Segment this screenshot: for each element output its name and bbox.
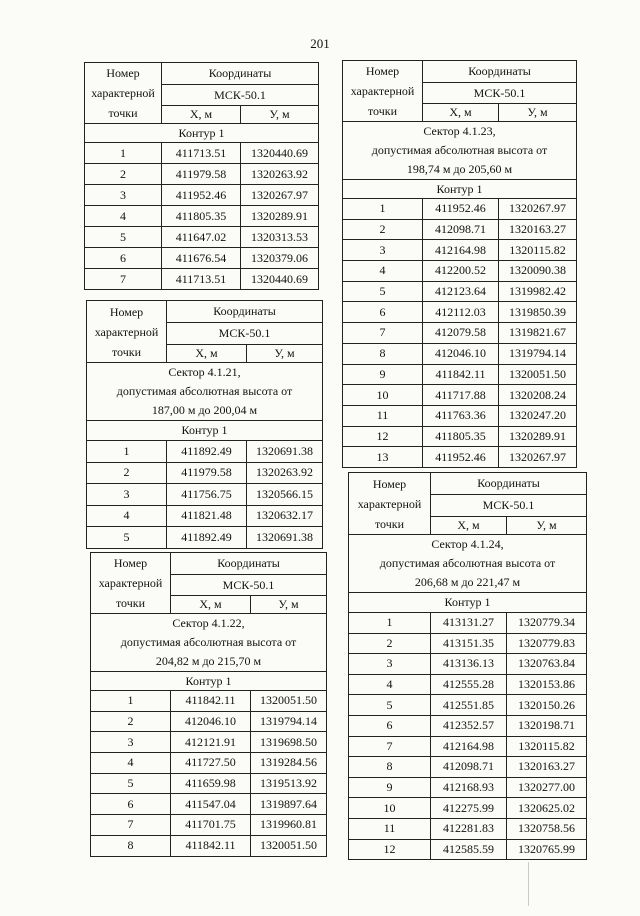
y-coordinate-cell: 1320051.50 <box>499 364 577 385</box>
header-row <box>349 473 587 495</box>
y-coordinate-cell: 1320090.38 <box>499 261 577 282</box>
x-coordinate-cell: 412275.99 <box>431 798 507 819</box>
contour-row <box>85 124 319 143</box>
coordinates-header: Координаты <box>167 301 323 323</box>
table-row <box>85 206 319 227</box>
coordinate-system-header: МСК-50.1 <box>431 495 587 517</box>
table-row <box>349 674 587 695</box>
y-coordinate-cell: 1320691.38 <box>247 441 323 463</box>
point-number-cell: 6 <box>349 715 431 736</box>
x-column-header: Х, м <box>171 596 251 614</box>
y-coordinate-cell: 1320625.02 <box>507 798 587 819</box>
contour-row <box>87 421 323 441</box>
x-coordinate-cell: 411805.35 <box>423 426 499 447</box>
x-coordinate-cell: 411892.49 <box>167 441 247 463</box>
y-coordinate-cell: 1320763.84 <box>507 654 587 675</box>
y-coordinate-cell: 1320779.34 <box>507 613 587 634</box>
y-coordinate-cell: 1319794.14 <box>499 343 577 364</box>
table-row <box>91 835 327 856</box>
point-header-text: точки <box>108 106 138 120</box>
coordinates-table <box>90 552 327 857</box>
y-coordinate-cell: 1320765.99 <box>507 839 587 860</box>
y-column-header: У, м <box>507 517 587 535</box>
y-coordinate-cell: 1320051.50 <box>251 691 327 712</box>
x-coordinate-cell: 412281.83 <box>431 818 507 839</box>
point-number-cell: 1 <box>85 143 162 164</box>
table-row <box>85 227 319 248</box>
point-header-text: точки <box>374 516 405 531</box>
table-row <box>91 711 327 732</box>
table-row <box>343 364 577 385</box>
y-coordinate-cell: 1320758.56 <box>507 818 587 839</box>
y-coordinate-cell: 1319794.14 <box>251 711 327 732</box>
point-number-header <box>349 473 431 535</box>
x-coordinate-cell: 412168.93 <box>431 777 507 798</box>
y-coordinate-cell: 1320779.83 <box>507 633 587 654</box>
y-coordinate-cell: 1319284.56 <box>251 753 327 774</box>
x-coordinate-cell: 412200.52 <box>423 261 499 282</box>
point-number-cell: 10 <box>343 385 423 406</box>
scan-crease-mark <box>528 862 529 906</box>
y-coordinate-cell: 1320440.69 <box>241 269 319 290</box>
x-coordinate-cell: 413131.27 <box>431 613 507 634</box>
x-coordinate-cell: 411842.11 <box>423 364 499 385</box>
x-coordinate-cell: 412098.71 <box>431 757 507 778</box>
y-column-header: У, м <box>241 106 319 124</box>
point-number-cell: 11 <box>349 818 431 839</box>
x-coordinate-cell: 412112.03 <box>423 302 499 323</box>
table-row <box>85 164 319 185</box>
point-header-text: Номер <box>109 304 144 319</box>
sector-row <box>91 614 327 672</box>
table-row <box>349 818 587 839</box>
y-coordinate-cell: 1320267.97 <box>241 185 319 206</box>
table-row <box>91 815 327 836</box>
y-coordinate-cell: 1320115.82 <box>499 240 577 261</box>
point-number-cell: 3 <box>85 185 162 206</box>
point-number-cell: 13 <box>343 447 423 468</box>
point-header-text: характерной <box>357 496 422 511</box>
point-number-cell: 4 <box>85 206 162 227</box>
sector-line: Сектор 4.1.23, <box>423 124 496 138</box>
point-number-cell: 9 <box>343 364 423 385</box>
table-row <box>343 240 577 261</box>
sector-line: 187,00 м до 200,04 м <box>151 403 258 417</box>
y-coordinate-cell: 1319513.92 <box>251 773 327 794</box>
contour-label: Контур 1 <box>91 672 327 691</box>
table-row <box>87 441 323 463</box>
x-coordinate-cell: 411892.49 <box>167 527 247 549</box>
x-coordinate-cell: 411979.58 <box>162 164 241 185</box>
sector-line: 206,68 м до 221,47 м <box>414 575 521 589</box>
y-coordinate-cell: 1320267.97 <box>499 199 577 220</box>
point-number-cell: 1 <box>91 691 171 712</box>
y-coordinate-cell: 1320163.27 <box>499 219 577 240</box>
coordinate-system-header: МСК-50.1 <box>162 84 319 106</box>
y-coordinate-cell: 1320267.97 <box>499 447 577 468</box>
point-header-text: Номер <box>113 556 148 570</box>
point-number-cell: 4 <box>91 753 171 774</box>
header-row <box>87 301 323 323</box>
table-row <box>349 715 587 736</box>
coordinate-system-header: МСК-50.1 <box>423 82 577 104</box>
x-coordinate-cell: 412123.64 <box>423 281 499 302</box>
y-coordinate-cell: 1320566.15 <box>247 484 323 506</box>
x-coordinate-cell: 412551.85 <box>431 695 507 716</box>
x-coordinate-cell: 413136.13 <box>431 654 507 675</box>
y-coordinate-cell: 1320208.24 <box>499 385 577 406</box>
point-header-text: характерной <box>350 84 415 98</box>
point-number-cell: 6 <box>85 248 162 269</box>
y-coordinate-cell: 1320691.38 <box>247 527 323 549</box>
point-header-text: Номер <box>365 64 400 78</box>
table-row <box>349 695 587 716</box>
coordinate-system-header: МСК-50.1 <box>171 574 327 596</box>
y-coordinate-cell: 1320051.50 <box>251 835 327 856</box>
x-coordinate-cell: 411717.88 <box>423 385 499 406</box>
y-coordinate-cell: 1319698.50 <box>251 732 327 753</box>
x-coordinate-cell: 411763.36 <box>423 405 499 426</box>
table-row <box>343 323 577 344</box>
table-row <box>87 462 323 484</box>
y-coordinate-cell: 1320277.00 <box>507 777 587 798</box>
y-coordinate-cell: 1319982.42 <box>499 281 577 302</box>
point-number-cell: 3 <box>87 484 167 506</box>
point-header-text: Номер <box>106 66 140 80</box>
point-header-text: точки <box>115 596 146 610</box>
contour-label: Контур 1 <box>349 593 587 613</box>
sector-row <box>343 122 577 180</box>
point-number-cell: 8 <box>91 835 171 856</box>
sector-description <box>343 122 577 180</box>
table-row <box>87 484 323 506</box>
coordinates-table <box>84 62 319 290</box>
sector-line: 204,82 м до 215,70 м <box>155 654 262 668</box>
point-number-cell: 2 <box>85 164 162 185</box>
table-row <box>349 798 587 819</box>
point-number-cell: 2 <box>91 711 171 732</box>
table-row <box>349 736 587 757</box>
table-row <box>343 343 577 364</box>
table-row <box>343 405 577 426</box>
table-row <box>349 777 587 798</box>
point-number-cell: 4 <box>87 505 167 527</box>
x-coordinate-cell: 412046.10 <box>171 711 251 732</box>
table-row <box>343 281 577 302</box>
table-row <box>343 302 577 323</box>
x-coordinate-cell: 411756.75 <box>167 484 247 506</box>
contour-row <box>349 593 587 613</box>
table-row <box>343 199 577 220</box>
y-coordinate-cell: 1320313.53 <box>241 227 319 248</box>
x-coordinate-cell: 411676.54 <box>162 248 241 269</box>
sector-description <box>87 363 323 421</box>
table-row <box>91 753 327 774</box>
table-row <box>91 732 327 753</box>
table-row <box>87 505 323 527</box>
sector-line: допустимая абсолютная высота от <box>379 556 556 570</box>
point-number-cell: 3 <box>349 654 431 675</box>
point-number-cell: 1 <box>349 613 431 634</box>
point-number-cell: 7 <box>349 736 431 757</box>
point-number-header <box>87 301 167 363</box>
x-coordinate-cell: 411952.46 <box>162 185 241 206</box>
table-row <box>343 261 577 282</box>
x-coordinate-cell: 411713.51 <box>162 269 241 290</box>
y-coordinate-cell: 1320198.71 <box>507 715 587 736</box>
header-row <box>343 61 577 83</box>
table-row <box>87 527 323 549</box>
x-coordinate-cell: 411805.35 <box>162 206 241 227</box>
point-number-header <box>91 553 171 614</box>
point-number-cell: 8 <box>343 343 423 364</box>
sector-row <box>349 535 587 593</box>
coordinates-table <box>348 472 587 860</box>
x-coordinate-cell: 411821.48 <box>167 505 247 527</box>
sector-description <box>91 614 327 672</box>
table-row <box>349 839 587 860</box>
point-number-cell: 5 <box>91 773 171 794</box>
y-coordinate-cell: 1320115.82 <box>507 736 587 757</box>
table-row <box>91 794 327 815</box>
point-number-cell: 5 <box>85 227 162 248</box>
y-coordinate-cell: 1320150.26 <box>507 695 587 716</box>
x-coordinate-cell: 411727.50 <box>171 753 251 774</box>
table-row <box>91 773 327 794</box>
y-column-header: У, м <box>251 596 327 614</box>
sector-description <box>349 535 587 593</box>
table-row <box>343 385 577 406</box>
y-coordinate-cell: 1320263.92 <box>247 462 323 484</box>
point-number-cell: 5 <box>343 281 423 302</box>
x-column-header: Х, м <box>423 104 499 122</box>
point-number-cell: 6 <box>91 794 171 815</box>
point-header-text: характерной <box>94 324 159 339</box>
x-coordinate-cell: 412121.91 <box>171 732 251 753</box>
point-number-cell: 8 <box>349 757 431 778</box>
sector-line: допустимая абсолютная высота от <box>371 143 548 157</box>
point-number-cell: 9 <box>349 777 431 798</box>
point-number-cell: 7 <box>91 815 171 836</box>
table-row <box>343 447 577 468</box>
y-coordinate-cell: 1320289.91 <box>241 206 319 227</box>
coordinates-header: Координаты <box>423 61 577 83</box>
sector-line: 198,74 м до 205,60 м <box>406 162 513 176</box>
contour-label: Контур 1 <box>85 124 319 143</box>
y-coordinate-cell: 1320440.69 <box>241 143 319 164</box>
point-number-cell: 1 <box>87 441 167 463</box>
x-column-header: Х, м <box>167 345 247 363</box>
x-coordinate-cell: 411842.11 <box>171 835 251 856</box>
sector-line: Сектор 4.1.21, <box>168 365 241 379</box>
point-number-cell: 11 <box>343 405 423 426</box>
point-header-text: точки <box>111 344 142 359</box>
y-coordinate-cell: 1320163.27 <box>507 757 587 778</box>
table-row <box>85 185 319 206</box>
y-coordinate-cell: 1320247.20 <box>499 405 577 426</box>
table-row <box>91 691 327 712</box>
header-row <box>85 63 319 85</box>
coordinates-header: Координаты <box>431 473 587 495</box>
table-row <box>343 219 577 240</box>
y-coordinate-cell: 1319960.81 <box>251 815 327 836</box>
point-header-text: характерной <box>98 576 163 590</box>
point-number-cell: 7 <box>343 323 423 344</box>
y-coordinate-cell: 1320379.06 <box>241 248 319 269</box>
point-number-cell: 1 <box>343 199 423 220</box>
table-row <box>85 269 319 290</box>
point-number-cell: 7 <box>85 269 162 290</box>
header-row <box>91 553 327 575</box>
coordinate-system-header: МСК-50.1 <box>167 323 323 345</box>
table-row <box>343 426 577 447</box>
x-column-header: Х, м <box>431 517 507 535</box>
x-coordinate-cell: 413151.35 <box>431 633 507 654</box>
x-coordinate-cell: 411701.75 <box>171 815 251 836</box>
point-number-cell: 3 <box>343 240 423 261</box>
y-column-header: У, м <box>499 104 577 122</box>
sector-line: допустимая абсолютная высота от <box>116 384 293 398</box>
point-number-cell: 2 <box>349 633 431 654</box>
x-coordinate-cell: 412585.59 <box>431 839 507 860</box>
x-coordinate-cell: 412164.98 <box>423 240 499 261</box>
point-number-cell: 6 <box>343 302 423 323</box>
coordinates-table <box>86 300 323 549</box>
coordinates-table <box>342 60 577 468</box>
contour-row <box>343 180 577 199</box>
x-coordinate-cell: 411659.98 <box>171 773 251 794</box>
point-number-cell: 4 <box>349 674 431 695</box>
point-number-cell: 2 <box>343 219 423 240</box>
page-number: 201 <box>310 36 330 51</box>
sector-row <box>87 363 323 421</box>
x-column-header: Х, м <box>162 106 241 124</box>
x-coordinate-cell: 411979.58 <box>167 462 247 484</box>
y-coordinate-cell: 1319821.67 <box>499 323 577 344</box>
y-coordinate-cell: 1320632.17 <box>247 505 323 527</box>
x-coordinate-cell: 412079.58 <box>423 323 499 344</box>
point-number-header <box>85 63 162 124</box>
x-coordinate-cell: 411713.51 <box>162 143 241 164</box>
x-coordinate-cell: 411547.04 <box>171 794 251 815</box>
sector-line: Сектор 4.1.22, <box>172 616 245 630</box>
table-row <box>349 633 587 654</box>
x-coordinate-cell: 412352.57 <box>431 715 507 736</box>
point-number-cell: 5 <box>349 695 431 716</box>
y-column-header: У, м <box>247 345 323 363</box>
x-coordinate-cell: 412555.28 <box>431 674 507 695</box>
table-row <box>349 654 587 675</box>
point-number-cell: 12 <box>343 426 423 447</box>
point-number-cell: 3 <box>91 732 171 753</box>
table-row <box>85 248 319 269</box>
x-coordinate-cell: 411952.46 <box>423 447 499 468</box>
coordinates-header: Координаты <box>171 553 327 575</box>
x-coordinate-cell: 412098.71 <box>423 219 499 240</box>
contour-label: Контур 1 <box>343 180 577 199</box>
point-number-cell: 4 <box>343 261 423 282</box>
point-header-text: точки <box>367 104 398 118</box>
coordinates-header: Координаты <box>162 63 319 85</box>
point-number-cell: 2 <box>87 462 167 484</box>
y-coordinate-cell: 1320263.92 <box>241 164 319 185</box>
table-row <box>349 613 587 634</box>
table-row <box>85 143 319 164</box>
y-coordinate-cell: 1320153.86 <box>507 674 587 695</box>
point-number-cell: 12 <box>349 839 431 860</box>
contour-label: Контур 1 <box>87 421 323 441</box>
sector-line: Сектор 4.1.24, <box>431 537 504 551</box>
table-row <box>349 757 587 778</box>
x-coordinate-cell: 411647.02 <box>162 227 241 248</box>
point-number-cell: 5 <box>87 527 167 549</box>
y-coordinate-cell: 1319897.64 <box>251 794 327 815</box>
point-number-header <box>343 61 423 122</box>
x-coordinate-cell: 411842.11 <box>171 691 251 712</box>
point-number-cell: 10 <box>349 798 431 819</box>
sector-line: допустимая абсолютная высота от <box>120 635 297 649</box>
x-coordinate-cell: 412164.98 <box>431 736 507 757</box>
x-coordinate-cell: 411952.46 <box>423 199 499 220</box>
x-coordinate-cell: 412046.10 <box>423 343 499 364</box>
y-coordinate-cell: 1320289.91 <box>499 426 577 447</box>
point-header-text: Номер <box>372 476 407 491</box>
contour-row <box>91 672 327 691</box>
y-coordinate-cell: 1319850.39 <box>499 302 577 323</box>
point-header-text: характерной <box>91 86 155 100</box>
